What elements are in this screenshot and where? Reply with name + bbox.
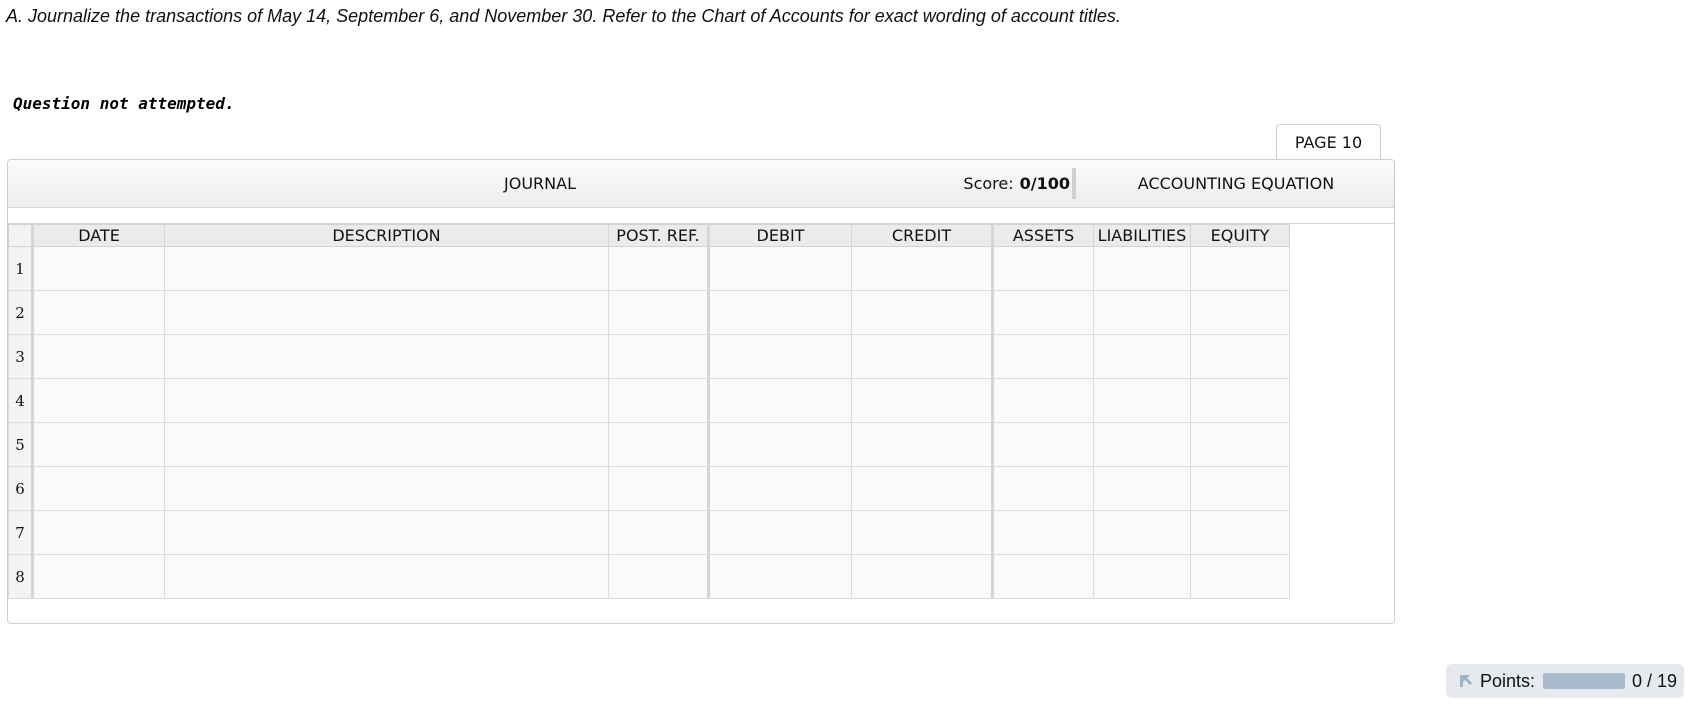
journal-row bbox=[9, 247, 1290, 291]
cell-debit[interactable] bbox=[709, 247, 852, 291]
cell-assets[interactable] bbox=[993, 247, 1094, 291]
cell-equity[interactable] bbox=[1191, 467, 1290, 511]
cell-description[interactable] bbox=[165, 467, 609, 511]
cell-credit[interactable] bbox=[852, 423, 993, 467]
journal-row bbox=[9, 379, 1290, 423]
cell-credit[interactable] bbox=[852, 511, 993, 555]
page-tab[interactable]: PAGE 10 bbox=[1276, 124, 1381, 159]
journal-row bbox=[9, 423, 1290, 467]
journal-row bbox=[9, 335, 1290, 379]
cell-date[interactable] bbox=[33, 247, 165, 291]
cell-credit[interactable] bbox=[852, 291, 993, 335]
cell-liabilities[interactable] bbox=[1094, 511, 1191, 555]
cell-assets[interactable] bbox=[993, 379, 1094, 423]
cell-post-ref[interactable] bbox=[609, 247, 709, 291]
column-header-credit: CREDIT bbox=[852, 225, 993, 247]
cell-debit[interactable] bbox=[709, 423, 852, 467]
cell-liabilities[interactable] bbox=[1094, 247, 1191, 291]
row-number: 2 bbox=[9, 291, 33, 335]
cell-date[interactable] bbox=[33, 291, 165, 335]
journal-panel bbox=[7, 159, 1395, 624]
column-header-post-ref: POST. REF. bbox=[609, 225, 709, 247]
row-number: 8 bbox=[9, 555, 33, 599]
journal-row bbox=[9, 291, 1290, 335]
cell-date[interactable] bbox=[33, 555, 165, 599]
points-indicator bbox=[1446, 664, 1684, 698]
cell-credit[interactable] bbox=[852, 379, 993, 423]
cell-date[interactable] bbox=[33, 423, 165, 467]
cell-assets[interactable] bbox=[993, 555, 1094, 599]
column-header-date: DATE bbox=[33, 225, 165, 247]
cell-post-ref[interactable] bbox=[609, 379, 709, 423]
cell-equity[interactable] bbox=[1191, 555, 1290, 599]
column-header-description: DESCRIPTION bbox=[165, 225, 609, 247]
cell-post-ref[interactable] bbox=[609, 291, 709, 335]
cell-description[interactable] bbox=[165, 379, 609, 423]
column-header-equity: EQUITY bbox=[1191, 225, 1290, 247]
cell-description[interactable] bbox=[165, 247, 609, 291]
row-number: 5 bbox=[9, 423, 33, 467]
cell-assets[interactable] bbox=[993, 467, 1094, 511]
journal-table bbox=[8, 224, 1290, 599]
cell-debit[interactable] bbox=[709, 467, 852, 511]
cell-liabilities[interactable] bbox=[1094, 379, 1191, 423]
points-value: 0 / 19 bbox=[1632, 670, 1678, 691]
cell-post-ref[interactable] bbox=[609, 467, 709, 511]
cell-date[interactable] bbox=[33, 467, 165, 511]
cell-date[interactable] bbox=[33, 335, 165, 379]
column-header-assets: ASSETS bbox=[993, 225, 1094, 247]
cell-debit[interactable] bbox=[709, 555, 852, 599]
points-progress-bar bbox=[1543, 673, 1625, 689]
panel-header bbox=[8, 160, 1394, 208]
points-label: Points: bbox=[1480, 670, 1536, 691]
cell-liabilities[interactable] bbox=[1094, 335, 1191, 379]
score-label: Score: bbox=[963, 174, 1014, 193]
row-number: 4 bbox=[9, 379, 33, 423]
cell-equity[interactable] bbox=[1191, 335, 1290, 379]
cell-description[interactable] bbox=[165, 335, 609, 379]
flag-arrow-icon bbox=[1458, 673, 1474, 689]
cell-equity[interactable] bbox=[1191, 291, 1290, 335]
row-number: 1 bbox=[9, 247, 33, 291]
cell-debit[interactable] bbox=[709, 379, 852, 423]
cell-post-ref[interactable] bbox=[609, 511, 709, 555]
score-display bbox=[954, 160, 1070, 207]
cell-description[interactable] bbox=[165, 511, 609, 555]
column-header-row bbox=[9, 225, 1290, 247]
cell-assets[interactable] bbox=[993, 335, 1094, 379]
cell-liabilities[interactable] bbox=[1094, 555, 1191, 599]
cell-post-ref[interactable] bbox=[609, 423, 709, 467]
row-number-header bbox=[9, 225, 33, 247]
cell-description[interactable] bbox=[165, 555, 609, 599]
score-value: 0/100 bbox=[1019, 174, 1070, 193]
cell-date[interactable] bbox=[33, 379, 165, 423]
cell-assets[interactable] bbox=[993, 511, 1094, 555]
row-number: 7 bbox=[9, 511, 33, 555]
cell-credit[interactable] bbox=[852, 467, 993, 511]
cell-description[interactable] bbox=[165, 291, 609, 335]
cell-equity[interactable] bbox=[1191, 423, 1290, 467]
cell-liabilities[interactable] bbox=[1094, 423, 1191, 467]
accounting-equation-title: ACCOUNTING EQUATION bbox=[1137, 174, 1335, 193]
cell-equity[interactable] bbox=[1191, 247, 1290, 291]
cell-description[interactable] bbox=[165, 423, 609, 467]
header-divider bbox=[1072, 168, 1076, 199]
cell-liabilities[interactable] bbox=[1094, 291, 1191, 335]
cell-credit[interactable] bbox=[852, 335, 993, 379]
row-number: 3 bbox=[9, 335, 33, 379]
cell-debit[interactable] bbox=[709, 511, 852, 555]
cell-debit[interactable] bbox=[709, 291, 852, 335]
cell-equity[interactable] bbox=[1191, 511, 1290, 555]
journal-title: JOURNAL bbox=[504, 174, 576, 193]
column-header-debit: DEBIT bbox=[709, 225, 852, 247]
cell-date[interactable] bbox=[33, 511, 165, 555]
column-header-liabilities: LIABILITIES bbox=[1094, 225, 1191, 247]
row-number: 6 bbox=[9, 467, 33, 511]
cell-assets[interactable] bbox=[993, 423, 1094, 467]
attempt-status: Question not attempted. bbox=[13, 94, 235, 113]
journal-row bbox=[9, 555, 1290, 599]
cell-post-ref[interactable] bbox=[609, 555, 709, 599]
cell-credit[interactable] bbox=[852, 555, 993, 599]
cell-credit[interactable] bbox=[852, 247, 993, 291]
cell-post-ref[interactable] bbox=[609, 335, 709, 379]
instructions-text: A. Journalize the transactions of May 14, September 6, and November 30. Refer to the Chart of Accounts for exact wording of account titles. bbox=[6, 6, 1121, 26]
cell-equity[interactable] bbox=[1191, 379, 1290, 423]
cell-debit[interactable] bbox=[709, 335, 852, 379]
journal-row bbox=[9, 511, 1290, 555]
journal-row bbox=[9, 467, 1290, 511]
header-spacer bbox=[8, 208, 1394, 224]
cell-liabilities[interactable] bbox=[1094, 467, 1191, 511]
cell-assets[interactable] bbox=[993, 291, 1094, 335]
